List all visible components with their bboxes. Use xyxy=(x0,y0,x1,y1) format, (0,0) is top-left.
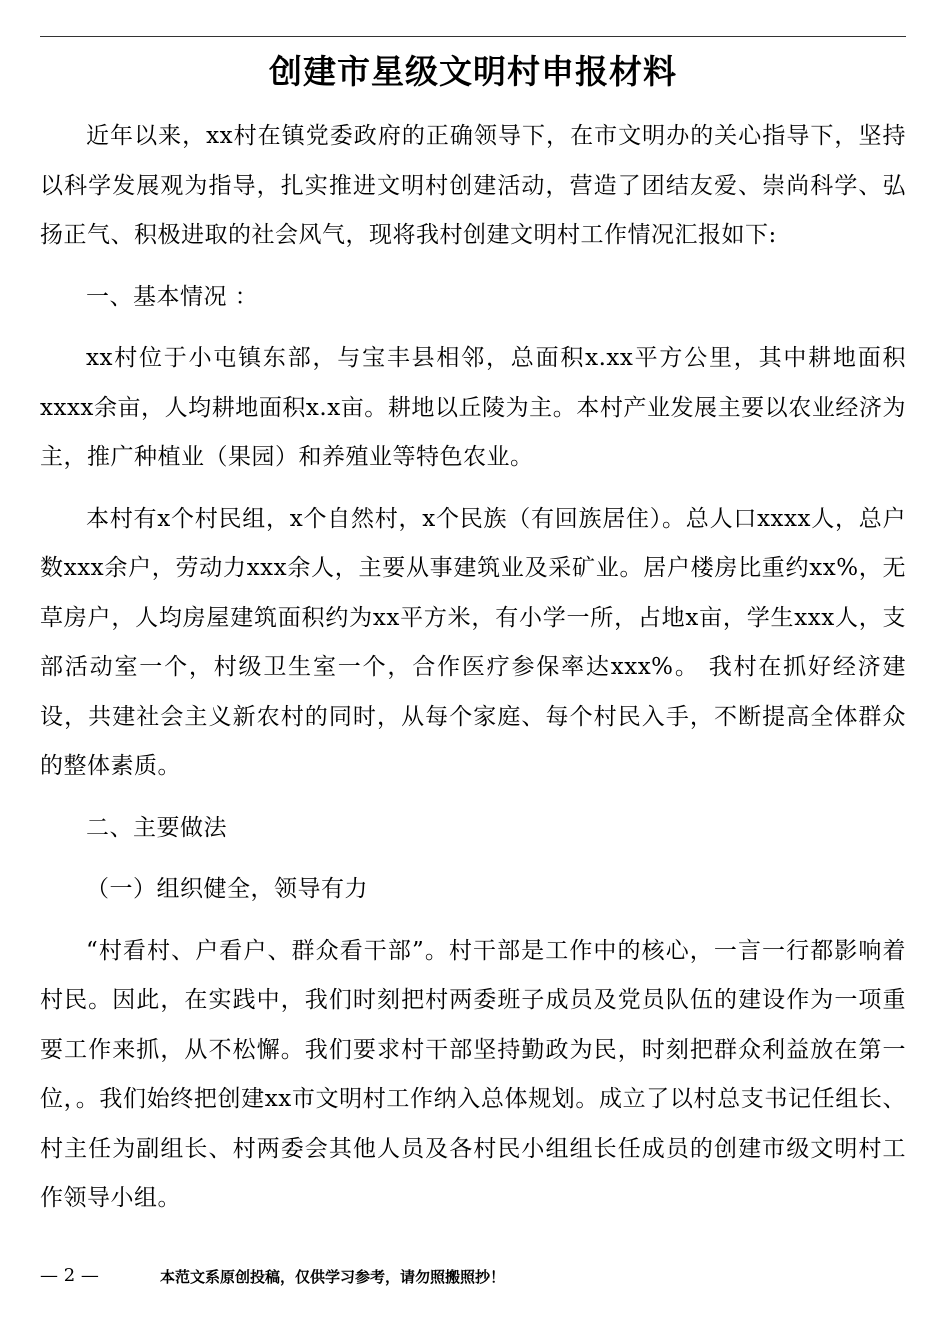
heading-basic-situation: 一、基本情况 ： xyxy=(86,283,259,310)
paragraph-population: 本村有x个村民组，x个自然村，x个民族（有回族居住）。总人口xxxx人，总户数xxx余户，劳动力xxx余人，主要从事建筑业及采矿业。居户楼房比重约xx%，无草房户，人均房屋建筑面积约为xx平方米，有小学一所，占地x亩，学生xxx人，支部活动室一个，村级卫生室一个，合作医疗参保率达xxx%。 我村在抓好经济建设，共建社会主义新农村的同时，从每个家庭、每个村民入手，不断提高全体群众的整体素质。 xyxy=(40,505,906,779)
document-body xyxy=(40,112,906,1224)
header-rule xyxy=(40,36,906,37)
paragraph-location: xx村位于小屯镇东部，与宝丰县相邻，总面积x.xx平方公里，其中耕地面积xxxx余亩，人均耕地面积x.x亩。耕地以丘陵为主。本村产业发展主要以农业经济为主，推广种植业（果园）和养殖业等特色农业。 xyxy=(40,345,906,470)
paragraph-intro: 近年以来，xx村在镇党委政府的正确领导下，在市文明办的关心指导下，坚持以科学发展观为指导，扎实推进文明村创建活动，营造了团结友爱、崇尚科学、弘扬正气、积极进取的社会风气，现将我村创建文明村工作情况汇报如下: xyxy=(40,123,906,248)
heading-main-practices: 二、主要做法 xyxy=(86,814,227,841)
subheading-organization: （一）组织健全，领导有力 xyxy=(86,876,368,902)
document-title: 创建市星级文明村申报材料 xyxy=(269,52,677,91)
footer-note: 本范文系原创投稿，仅供学习参考，请勿照搬照抄！ xyxy=(160,1268,506,1286)
page-number: — 2 — xyxy=(40,1265,99,1286)
paragraph-leadership: “村看村、户看户、群众看干部”。村干部是工作中的核心，一言一行都影响着村民。因此，在实践中，我们时刻把村两委班子成员及党员队伍的建设作为一项重要工作来抓，从不松懈。我们要求村干部坚持勤政为民，时刻把群众利益放在第一位，。我们始终把创建xx市文明村工作纳入总体规划。成立了以村总支书记任组长、村主任为副组长、村两委会其他人员及各村民小组组长任成员的创建市级文明村工作领导小组。 xyxy=(40,937,906,1211)
